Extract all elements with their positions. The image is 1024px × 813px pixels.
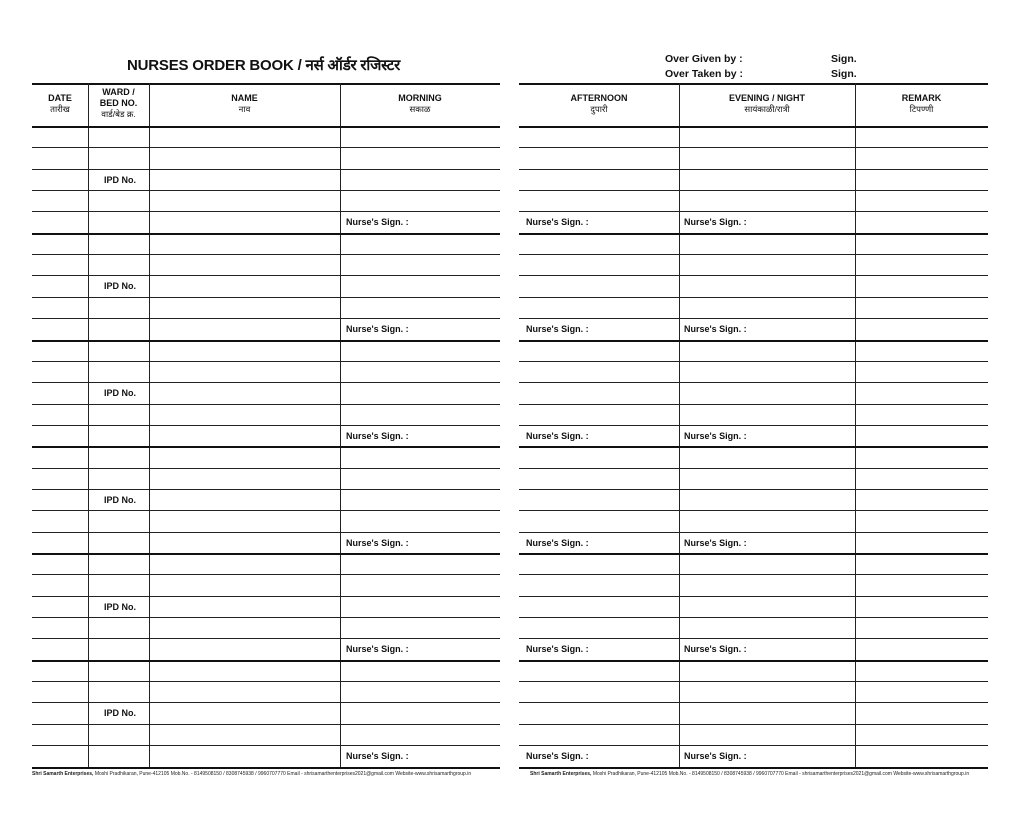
over-taken-by-label: Over Taken by : [665, 68, 744, 80]
column-header-mr: सायंकाळी/रात्री [744, 104, 790, 114]
footer-company: Shri Samarth Enterprises, [530, 771, 592, 777]
row-line [519, 724, 988, 725]
column-header-mr: दुपारी [590, 104, 608, 114]
row-line [519, 553, 988, 555]
row-line [32, 553, 500, 555]
nurse-sign-label: Nurse's Sign. : [684, 217, 747, 227]
row-line [519, 147, 988, 148]
column-header [32, 93, 88, 115]
row-line [519, 233, 988, 235]
row-line [32, 489, 500, 490]
row-line [519, 169, 988, 170]
row-line [32, 510, 500, 511]
row-line [32, 297, 500, 298]
row-line [32, 468, 500, 469]
row-line [32, 638, 500, 639]
nurse-sign-label: Nurse's Sign. : [526, 538, 589, 548]
over-given-by-label: Over Given by : [665, 53, 743, 65]
row-line [519, 468, 988, 469]
ipd-label: IPD No. [104, 708, 137, 718]
nurse-sign-label: Nurse's Sign. : [346, 324, 409, 334]
nurse-sign-label: Nurse's Sign. : [346, 644, 409, 654]
row-line [519, 489, 988, 490]
nurse-sign-label: Nurse's Sign. : [684, 324, 747, 334]
ipd-label: IPD No. [104, 602, 137, 612]
ipd-label: IPD No. [104, 388, 137, 398]
nurse-sign-label: Nurse's Sign. : [346, 217, 409, 227]
row-line [519, 382, 988, 383]
column-header [88, 87, 149, 120]
footer-company: Shri Samarth Enterprises, [32, 771, 94, 777]
row-line [32, 745, 500, 746]
row-line [519, 425, 988, 426]
row-line [32, 660, 500, 662]
row-line [32, 340, 500, 342]
sign-label-2: Sign. [831, 68, 857, 80]
header-bottom-line [32, 126, 500, 128]
row-line [519, 211, 988, 212]
row-line [519, 404, 988, 405]
nurse-sign-label: Nurse's Sign. : [684, 431, 747, 441]
row-line [32, 596, 500, 597]
row-line [32, 446, 500, 448]
row-line [519, 702, 988, 703]
nurse-sign-label: Nurse's Sign. : [346, 431, 409, 441]
row-line [519, 318, 988, 319]
nurse-sign-label: Nurse's Sign. : [526, 431, 589, 441]
ipd-label: IPD No. [104, 175, 137, 185]
row-line [32, 404, 500, 405]
column-header [340, 93, 500, 115]
column-header-en: DATE [48, 93, 72, 103]
column-header-en: MORNING [398, 93, 442, 103]
column-header [519, 93, 679, 115]
page-title: NURSES ORDER BOOK / नर्स ऑर्डर रजिस्टर [127, 57, 401, 74]
row-line [519, 745, 988, 746]
row-line [32, 211, 500, 212]
column-header-en: EVENING / NIGHT [728, 93, 805, 103]
nurse-sign-label: Nurse's Sign. : [526, 324, 589, 334]
column-header-en: AFTERNOON [570, 93, 628, 103]
row-line [519, 297, 988, 298]
row-line [32, 169, 500, 170]
table-top-line [32, 83, 500, 85]
row-line [32, 147, 500, 148]
row-line [32, 574, 500, 575]
column-header-en: WARD / BED NO. [99, 87, 138, 108]
row-line [519, 596, 988, 597]
table-top-line [519, 83, 988, 85]
column-header [149, 93, 340, 115]
column-header-mr: सकाळ [409, 104, 431, 114]
row-line [519, 617, 988, 618]
row-line [519, 660, 988, 662]
row-line [32, 532, 500, 533]
row-line [519, 681, 988, 682]
column-header-mr: नाव [238, 104, 251, 114]
nurse-sign-label: Nurse's Sign. : [684, 644, 747, 654]
ipd-label: IPD No. [104, 281, 137, 291]
sign-label-1: Sign. [831, 53, 857, 65]
row-line [519, 340, 988, 342]
nurse-sign-label: Nurse's Sign. : [526, 217, 589, 227]
column-header-mr: टिपण्णी [909, 104, 934, 114]
row-line [32, 254, 500, 255]
nurse-sign-label: Nurse's Sign. : [346, 751, 409, 761]
row-line [519, 532, 988, 533]
nurse-sign-label: Nurse's Sign. : [684, 538, 747, 548]
column-header-mr: वार्ड/बेड क्र. [101, 109, 136, 119]
column-header [855, 93, 988, 115]
footer-right [530, 771, 969, 777]
footer-details: Moshi Pradhikaran, Pune-412105 Mob.No. - 8149508150 / 8308745938 / 9960707770 Email - shrisamarthenterprises2021@gmail.com Website-www.shrisamarthgroup.in [592, 771, 970, 777]
row-line [519, 767, 988, 769]
row-line [32, 361, 500, 362]
footer-left [32, 771, 471, 777]
row-line [519, 638, 988, 639]
row-line [32, 190, 500, 191]
row-line [519, 275, 988, 276]
ipd-label: IPD No. [104, 495, 137, 505]
row-line [32, 425, 500, 426]
column-header-mr: तारीख [50, 104, 70, 114]
row-line [519, 446, 988, 448]
row-line [519, 361, 988, 362]
row-line [32, 724, 500, 725]
row-line [32, 702, 500, 703]
row-line [519, 510, 988, 511]
column-header-en: REMARK [901, 93, 942, 103]
row-line [32, 767, 500, 769]
column-header-en: NAME [231, 93, 258, 103]
nurse-sign-label: Nurse's Sign. : [526, 644, 589, 654]
row-line [519, 190, 988, 191]
row-line [32, 382, 500, 383]
header-bottom-line [519, 126, 988, 128]
row-line [32, 681, 500, 682]
row-line [32, 318, 500, 319]
row-line [32, 233, 500, 235]
column-header [679, 93, 855, 115]
row-line [519, 574, 988, 575]
footer-details: Moshi Pradhikaran, Pune-412105 Mob.No. - 8149508150 / 8308745938 / 9960707770 Email - shrisamarthenterprises2021@gmail.com Website-www.shrisamarthgroup.in [94, 771, 472, 777]
nurse-sign-label: Nurse's Sign. : [526, 751, 589, 761]
nurse-sign-label: Nurse's Sign. : [346, 538, 409, 548]
nurse-sign-label: Nurse's Sign. : [684, 751, 747, 761]
row-line [519, 254, 988, 255]
row-line [32, 275, 500, 276]
row-line [32, 617, 500, 618]
